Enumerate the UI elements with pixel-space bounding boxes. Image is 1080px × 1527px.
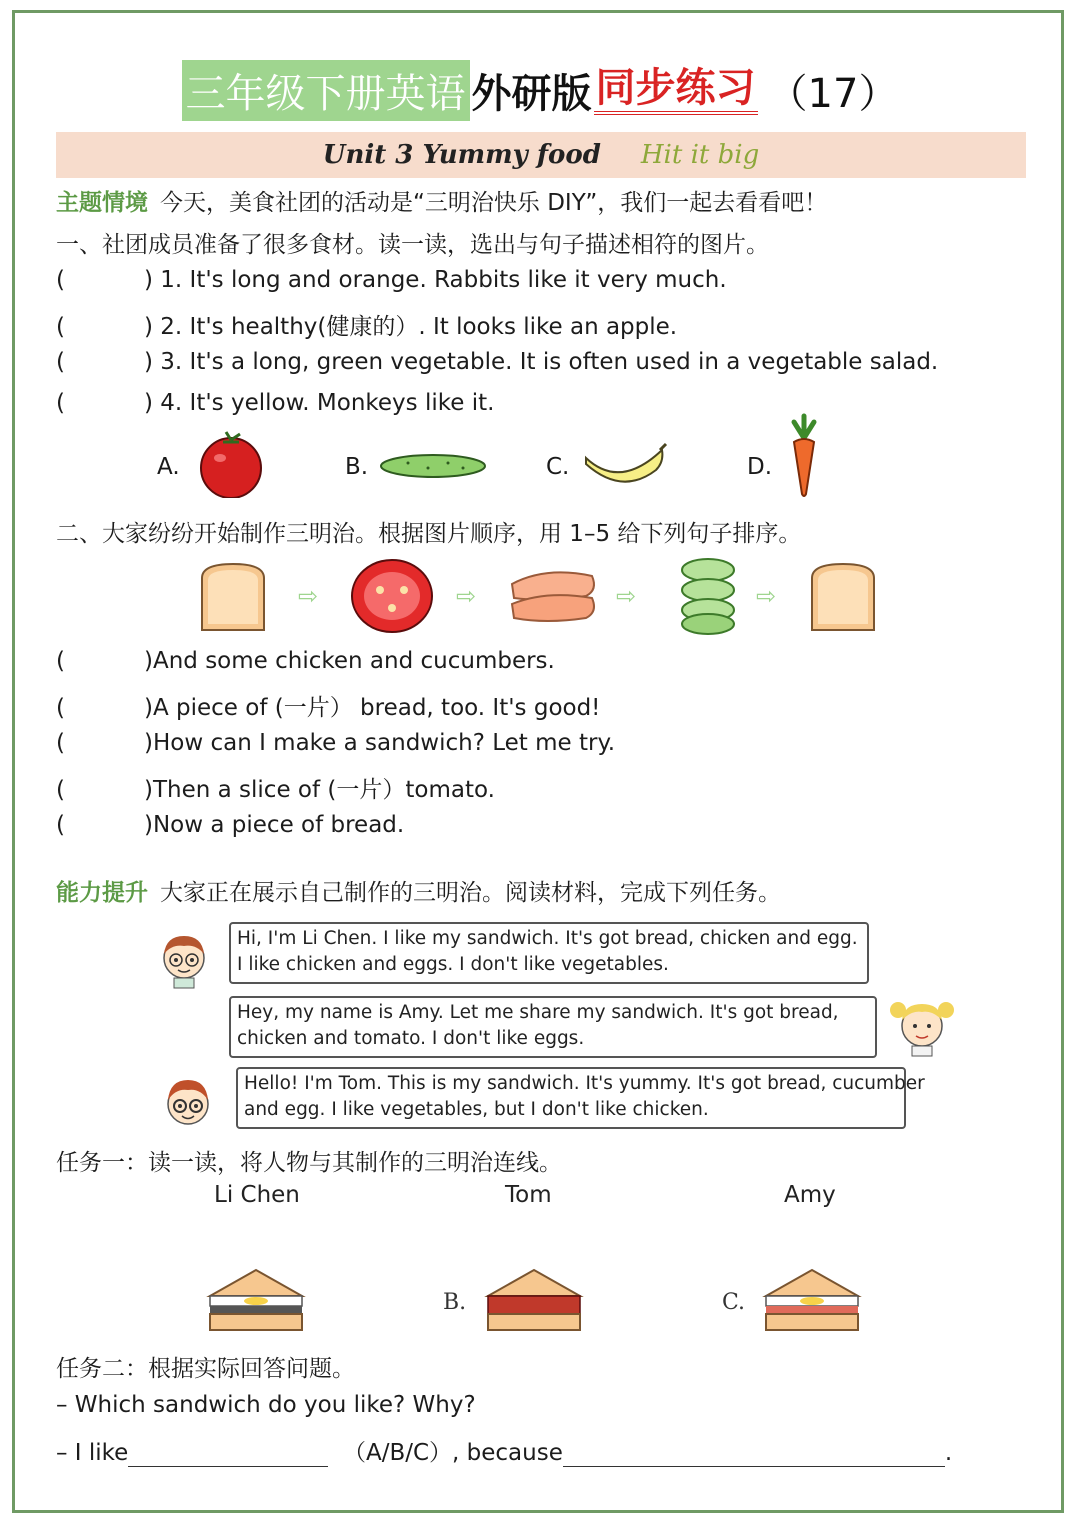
part2-sentence: ( )How can I make a sandwich? Let me try.: [56, 730, 616, 756]
part2-sentence: ( )Now a piece of bread.: [56, 812, 405, 838]
name-li-chen: Li Chen: [214, 1182, 300, 1208]
part1-question: ( ) 4. It's yellow. Monkeys like it.: [56, 390, 495, 416]
sequence-arrow-icon: ⇨: [456, 582, 477, 610]
theme-label: 主题情境: [56, 190, 148, 216]
sequence-arrow-icon: ⇨: [298, 582, 319, 610]
task2-heading: 任务二：根据实际回答问题。: [56, 1356, 355, 1382]
sandwich-a-icon: [206, 1266, 306, 1336]
part2-sentence: ( )A piece of (一片） bread, too. It's good!: [56, 695, 601, 721]
option-d-label: D.: [747, 454, 773, 480]
option-a-label: A.: [157, 454, 180, 480]
speech-bubble-amy: Hey, my name is Amy. Let me share my sandwich. It's got bread, chicken and tomato. I don't like eggs.: [229, 996, 877, 1058]
theme-text: 今天，美食社团的活动是“三明治快乐 DIY”，我们一起去看看吧！: [160, 190, 828, 216]
sandwich-b-icon: [484, 1266, 584, 1336]
option-b-label: B.: [345, 454, 369, 480]
carrot-icon: [782, 412, 826, 498]
title-practice: 同步练习: [594, 65, 758, 115]
sandwich-c-label: C.: [722, 1290, 746, 1315]
ability-text: 大家正在展示自己制作的三明治。阅读材料，完成下列任务。: [160, 880, 781, 906]
amy-avatar: [888, 996, 956, 1058]
banana-icon: [580, 440, 670, 490]
answer-reason-blank[interactable]: [563, 1442, 945, 1467]
page-title: [0, 52, 1080, 128]
unit-name: Unit 3 Yummy food: [322, 140, 601, 170]
part2-sentence: ( )And some chicken and cucumbers.: [56, 648, 555, 674]
title-grade: 三年级下册英语: [182, 60, 470, 121]
chicken-icon: [506, 562, 600, 624]
tom-avatar: [160, 1076, 216, 1134]
bread-icon: [804, 560, 882, 634]
task2-answer: – I like （A/B/C）, because .: [56, 1440, 953, 1466]
tomato-slice-icon: [350, 558, 434, 634]
sequence-arrow-icon: ⇨: [616, 582, 637, 610]
ability-label: 能力提升: [56, 880, 148, 906]
option-c-label: C.: [546, 454, 570, 480]
cucumber-slices-icon: [678, 556, 738, 636]
part2-sentence: ( )Then a slice of (一片）tomato.: [56, 777, 495, 803]
speech-bubble-li-chen: Hi, I'm Li Chen. I like my sandwich. It's got bread, chicken and egg. I like chicken and eggs. I don't like vegetables.: [229, 922, 869, 984]
cucumber-icon: [378, 450, 488, 482]
sandwich-c-icon: [762, 1266, 862, 1336]
name-amy: Amy: [784, 1182, 836, 1208]
part1-question: ( ) 1. It's long and orange. Rabbits like it very much.: [56, 267, 727, 293]
task1-heading: 任务一：读一读，将人物与其制作的三明治连线。: [56, 1150, 562, 1176]
title-number: （17）: [767, 70, 899, 117]
speech-bubble-tom: Hello! I'm Tom. This is my sandwich. It's yummy. It's got bread, cucumber and egg. I like vegetables, but I don't like chicken.: [236, 1067, 906, 1129]
sandwich-b-label: B.: [443, 1290, 467, 1315]
unit-section: Hit it big: [640, 140, 760, 170]
tomato-icon: [196, 430, 266, 498]
title-edition: 外研版: [471, 70, 592, 117]
sequence-arrow-icon: ⇨: [756, 582, 777, 610]
bread-icon: [194, 560, 272, 634]
name-tom: Tom: [505, 1182, 552, 1208]
answer-choice-blank[interactable]: [128, 1442, 328, 1467]
part1-question: ( ) 3. It's a long, green vegetable. It is often used in a vegetable salad.: [56, 349, 939, 375]
part1-question: ( ) 2. It's healthy(健康的）. It looks like an apple.: [56, 314, 678, 340]
ability-line: [56, 874, 781, 907]
unit-banner: [56, 132, 1026, 178]
task2-question: – Which sandwich do you like? Why?: [56, 1392, 476, 1418]
part2-heading: 二、大家纷纷开始制作三明治。根据图片顺序，用 1–5 给下列句子排序。: [56, 521, 802, 547]
li-chen-avatar: [156, 932, 212, 990]
theme-line: [56, 184, 827, 217]
part1-heading: 一、社团成员准备了很多食材。读一读，选出与句子描述相符的图片。: [56, 232, 769, 258]
